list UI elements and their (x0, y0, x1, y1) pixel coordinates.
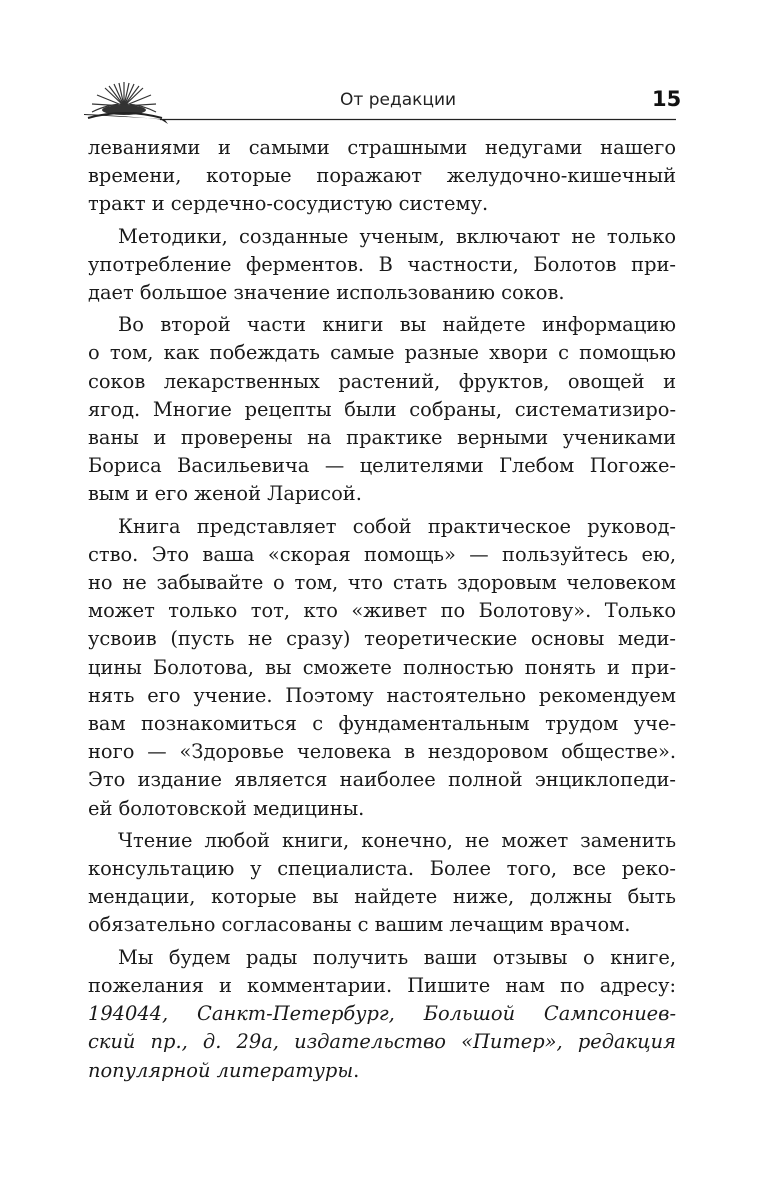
text-line: но не забывайте о том, что стать здоровым человеком (88, 571, 676, 595)
end-punctuation: . (353, 1058, 360, 1082)
text-line: Бориса Васильевича — целителями Глебом Погоже- (88, 454, 676, 478)
text-line: консультацию у специалиста. Более того, все реко- (88, 857, 676, 881)
text-line: Чтение любой книги, конечно, не может заменить (118, 828, 676, 852)
text-line: нять его учение. Поэтому настоятельно рекомендуем (88, 683, 676, 707)
text-line: ягод. Многие рецепты были собраны, систематизиро- (88, 397, 676, 421)
page-header (0, 0, 763, 130)
address-line: популярной литературы (88, 1058, 354, 1082)
text-line: пожелания и комментарии. Пишите нам по адресу: (88, 973, 676, 997)
address-last-line (88, 1057, 676, 1085)
text-line: вам познакомиться с фундаментальным трудом уче- (88, 712, 676, 736)
text-line: дает большое значение использованию соков. (88, 281, 565, 305)
text-line: употребление ферментов. В частности, Болотов при- (88, 252, 676, 276)
text-line: Во второй части книги вы найдете информацию (118, 313, 676, 337)
paragraph (88, 827, 676, 940)
text-line: вым и его женой Ларисой. (88, 482, 362, 506)
text-line: соков лекарственных растений, фруктов, овощей и (88, 369, 676, 393)
address-line: 194044, Санкт-Петербург, Большой Сампсониев- (88, 1002, 676, 1026)
text-line: мендации, которые вы найдете ниже, должны быть (88, 885, 676, 909)
text-line: Методики, созданные ученым, включают не только (118, 224, 676, 248)
section-title: От редакции (340, 90, 457, 110)
paragraph (88, 223, 676, 308)
paragraph (88, 134, 676, 219)
body-text (88, 134, 676, 1085)
text-line: времени, которые поражают желудочно-кишечный (88, 164, 676, 188)
text-line: о том, как побеждать самые разные хвори с помощью (88, 341, 676, 365)
text-line: Это издание является наиболее полной энциклопеди- (88, 768, 676, 792)
page-number: 15 (652, 87, 682, 111)
text-line: Мы будем рады получить ваши отзывы о книге, (118, 945, 676, 969)
text-line: леваниями и самыми страшными недугами нашего (88, 136, 676, 159)
text-line: ство. Это ваша «скорая помощь» — пользуйтесь ею, (88, 542, 676, 566)
paragraph (88, 311, 676, 508)
text-line: ваны и проверены на практике верными учениками (88, 426, 676, 450)
text-line: обязательно согласованы с вашим лечащим врачом. (88, 913, 631, 937)
text-line: усвоив (пусть не сразу) теоретические основы меди- (88, 627, 676, 651)
text-line: может только тот, кто «живет по Болотову». Только (88, 599, 676, 623)
paragraph (88, 944, 676, 1085)
text-line: ей болотовской медицины. (88, 796, 365, 820)
text-line: тракт и сердечно-сосудистую систему. (88, 192, 489, 216)
header-rule (0, 100, 763, 130)
paragraph (88, 513, 676, 823)
address-line: ский пр., д. 29а, издательство «Питер», редакция (88, 1030, 676, 1054)
text-line: ного — «Здоровье человека в нездоровом обществе». (88, 740, 676, 764)
text-line: цины Болотова, вы сможете полностью понять и при- (88, 655, 676, 679)
text-line: Книга представляет собой практическое руковод- (118, 514, 676, 538)
